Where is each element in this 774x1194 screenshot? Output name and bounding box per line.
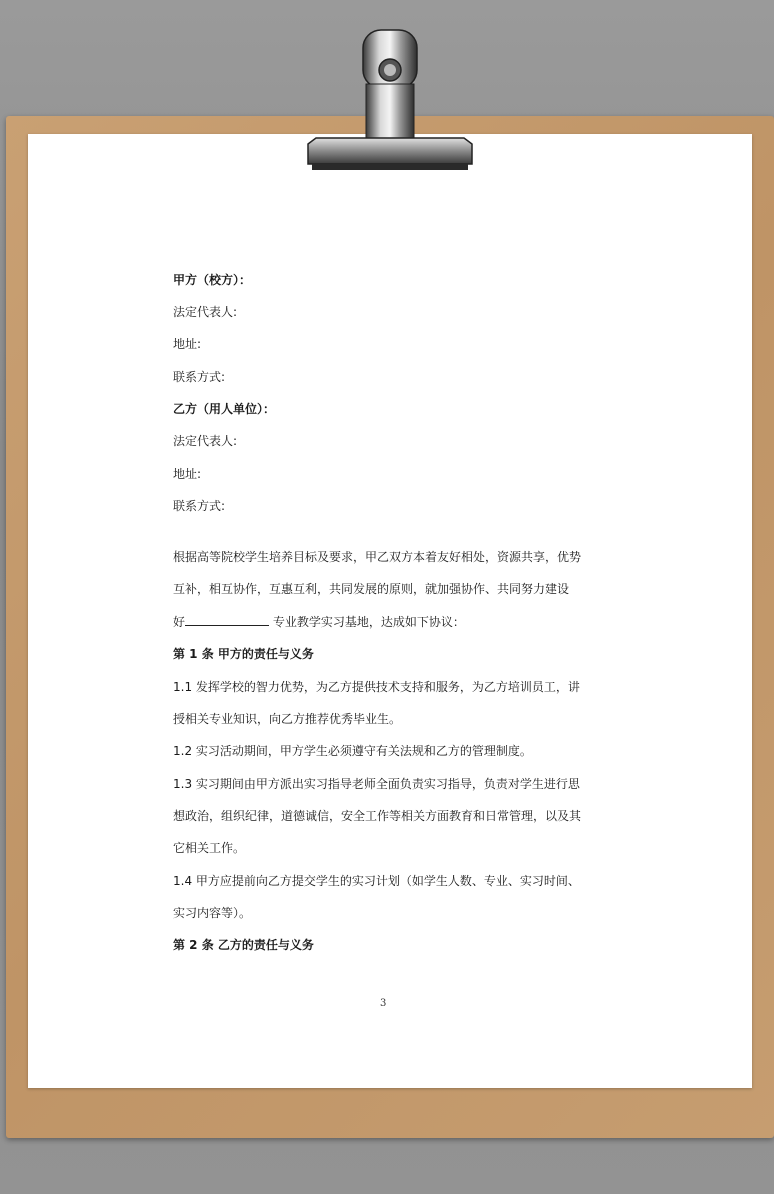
document-page (28, 134, 752, 1088)
clause-1-2: 1.2 实习活动期间，甲方学生必须遵守有关法规和乙方的管理制度。 (173, 744, 532, 758)
party-b-heading: 乙方（用人单位）： (173, 402, 276, 416)
clause-1-3-line-2: 想政治，组织纪律，道德诚信，安全工作等相关方面教育和日常管理，以及其 (173, 809, 582, 823)
party-b-representative: 法定代表人: (173, 434, 238, 448)
article-2-title: 第 2 条 乙方的责任与义务 (173, 938, 314, 952)
clause-1-1-line-1: 1.1 发挥学校的智力优势，为乙方提供技术支持和服务，为乙方培训员工，讲 (173, 680, 580, 694)
article-1-title: 第 1 条 甲方的责任与义务 (173, 647, 314, 661)
intro-line-3 (173, 613, 465, 630)
clause-1-3-line-1: 1.3 实习期间由甲方派出实习指导老师全面负责实习指导，负责对学生进行思 (173, 777, 580, 791)
clause-1-4-line-1: 1.4 甲方应提前向乙方提交学生的实习计划（如学生人数、专业、实习时间、 (173, 874, 580, 888)
binder-clip-icon (300, 26, 480, 176)
party-b-address: 地址: (173, 467, 202, 481)
page-number: 3 (380, 998, 387, 1009)
clause-1-3-line-3: 它相关工作。 (173, 841, 246, 855)
intro-line-1: 根据高等院校学生培养目标及要求，甲乙双方本着友好相处，资源共享，优势 (173, 550, 582, 564)
intro-line-3-prefix: 好 (173, 615, 186, 629)
party-a-contact: 联系方式: (173, 370, 226, 384)
intro-line-2: 互补，相互协作，互惠互利，共同发展的原则，就加强协作、共同努力建设 (173, 582, 570, 596)
clause-1-1-line-2: 授相关专业知识，向乙方推荐优秀毕业生。 (173, 712, 402, 726)
clause-1-4-line-2: 实习内容等）。 (173, 906, 252, 920)
party-a-address: 地址: (173, 337, 202, 351)
intro-line-3-suffix: 专业教学实习基地，达成如下协议： (272, 615, 465, 629)
party-a-representative: 法定代表人: (173, 305, 238, 319)
party-a-heading: 甲方（校方）： (173, 273, 252, 287)
party-b-contact: 联系方式: (173, 499, 226, 513)
blank-field (185, 613, 269, 626)
